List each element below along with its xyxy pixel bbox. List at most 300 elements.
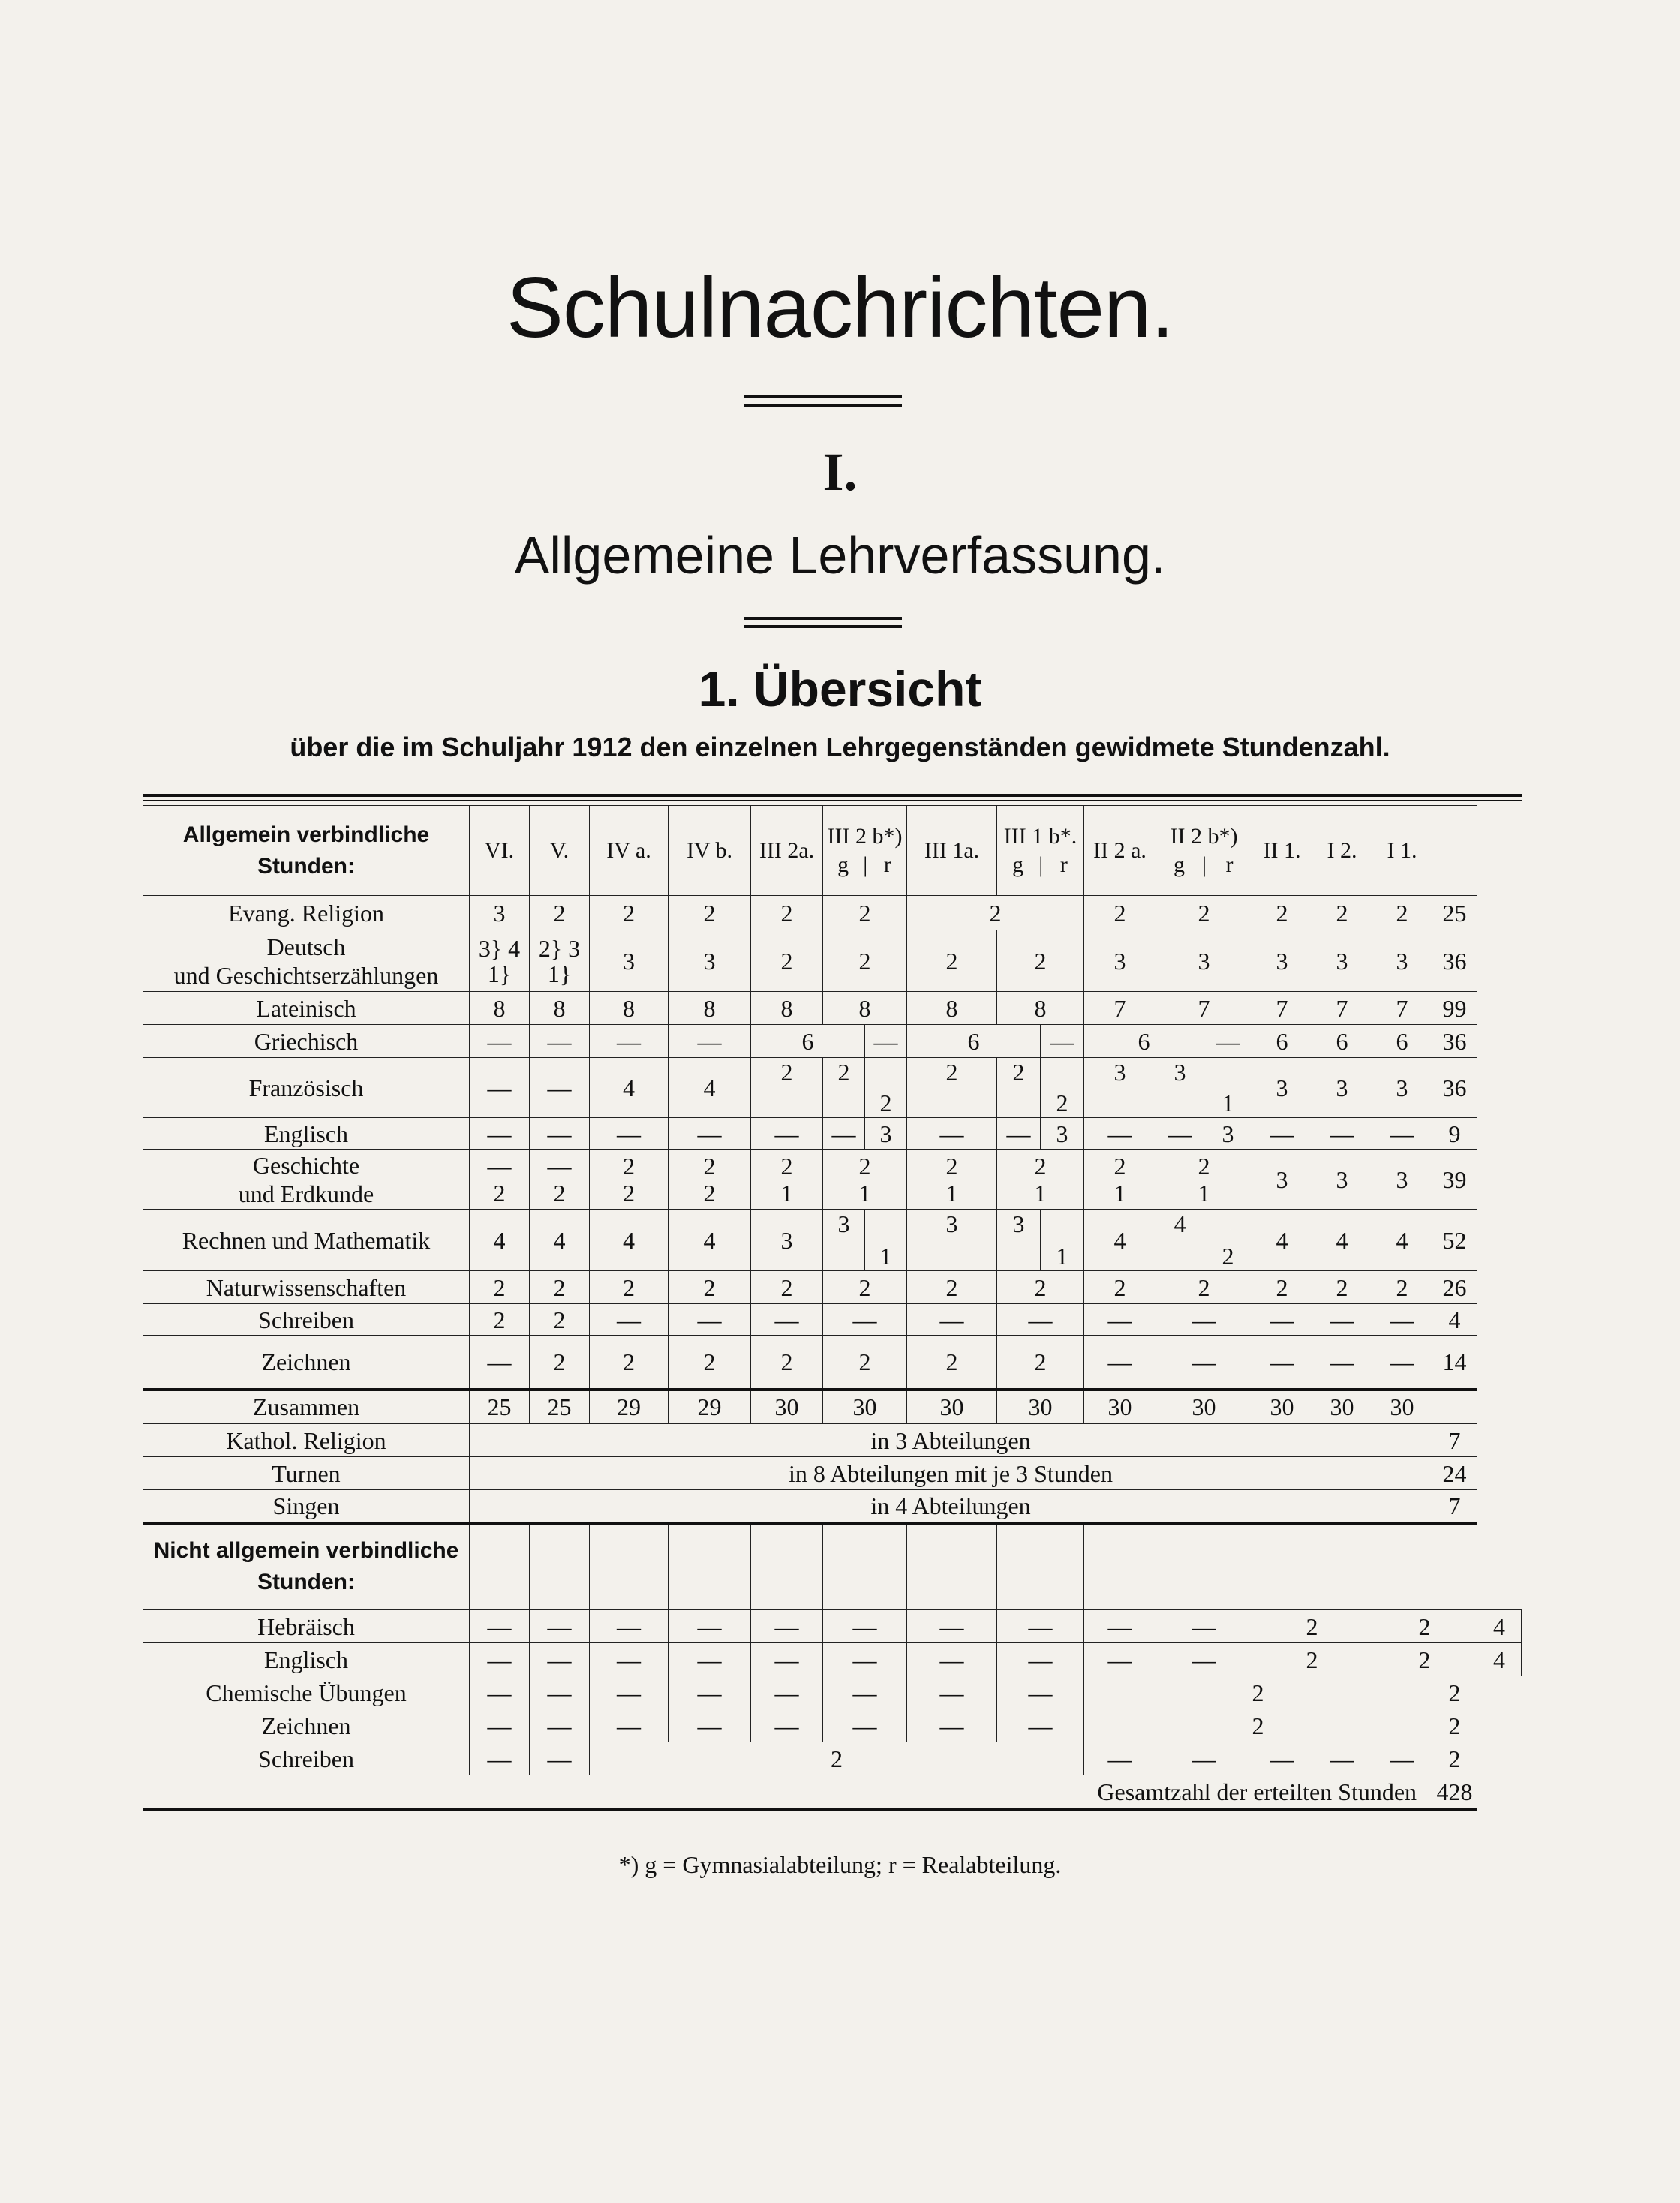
col-iii1a: III 1a. (907, 806, 997, 896)
table-row (143, 1709, 1522, 1742)
cell (823, 1150, 907, 1210)
col-iii2b-g: g (837, 852, 849, 877)
cell: 2 (530, 896, 590, 930)
cell-top: 2 (1034, 1152, 1047, 1180)
cell-dash: — (1372, 1742, 1432, 1775)
col-iii1b-label: III 1 b*. (1003, 823, 1077, 849)
cell: 29 (669, 1390, 751, 1424)
cell: 3 (470, 896, 530, 930)
row-label: Schreiben (143, 1742, 470, 1775)
cell-dash: — (997, 1709, 1084, 1742)
cell-dash: — (1372, 1336, 1432, 1390)
cell-dash: — (669, 1676, 751, 1709)
cell: 25 (530, 1390, 590, 1424)
cell-dash: — (1156, 1336, 1252, 1390)
cell-total: 36 (1432, 1058, 1477, 1118)
grand-total-label: Gesamtzahl der erteilten Stunden (143, 1775, 1432, 1810)
header-row (143, 806, 1522, 896)
col-ii2b-g: g (1173, 852, 1185, 877)
row-label (143, 930, 470, 992)
cell: 2 (907, 1336, 997, 1390)
cell: 2 (1084, 896, 1156, 930)
cell: 2 (470, 1304, 530, 1336)
cell-total: 4 (1432, 1304, 1477, 1336)
cell-total: 7 (1432, 1490, 1477, 1523)
cell: 3 (1372, 1058, 1432, 1118)
cell-dash: — (1312, 1336, 1372, 1390)
cell: 4 (470, 1210, 530, 1271)
cell-dash: — (1156, 1610, 1252, 1643)
cell: 2 (751, 1336, 823, 1390)
cell: 3 (1372, 930, 1432, 992)
col-iii1b-g: g (1012, 852, 1024, 877)
hours-table (143, 805, 1522, 1811)
cell-dash: — (470, 1643, 530, 1676)
cell-b: 1 (547, 960, 560, 987)
cell-total (1432, 1390, 1477, 1424)
cell: 3 (1312, 1058, 1372, 1118)
cell: 4 (1156, 1210, 1204, 1271)
cell-dash: — (470, 1336, 530, 1390)
cell-dash: — (907, 1709, 997, 1742)
cell: 4 (1084, 1210, 1156, 1271)
cell-dash: — (590, 1643, 669, 1676)
cell-bot: 1 (780, 1179, 793, 1207)
cell: 6 (1312, 1025, 1372, 1058)
grand-total-row (143, 1775, 1522, 1810)
col-iii2b-label: III 2 b*) (827, 823, 903, 849)
cell-top: 2 (703, 1152, 716, 1180)
cell: 2 (1372, 1610, 1477, 1643)
cell-top: 2 (623, 1152, 635, 1180)
cell: 4 (530, 1210, 590, 1271)
cell-dash: — (669, 1118, 751, 1150)
cell-dash: — (590, 1118, 669, 1150)
cell (751, 1150, 823, 1210)
cell-dash: — (1312, 1742, 1372, 1775)
cell: 2 (751, 930, 823, 992)
cell: 6 (1084, 1025, 1204, 1058)
cell-dash: — (590, 1676, 669, 1709)
cell: 4 (669, 1058, 751, 1118)
cell: 4 (590, 1058, 669, 1118)
cell-dash: — (907, 1118, 997, 1150)
cell-sum: 4 (508, 934, 521, 962)
cell-dash: — (751, 1709, 823, 1742)
cell: 3 (1312, 1150, 1372, 1210)
cell (470, 1150, 530, 1210)
row-label-line2: und Geschichtserzählungen (173, 961, 439, 989)
cell: 2 (530, 1304, 590, 1336)
cell: 30 (1312, 1390, 1372, 1424)
cell-bot: 1 (1113, 1179, 1126, 1207)
cell: 3 (1084, 1058, 1156, 1118)
table-row (143, 1150, 1522, 1210)
cell-total: 36 (1432, 930, 1477, 992)
cell-dash: — (470, 1742, 530, 1775)
cell-top: 2 (1198, 1152, 1210, 1180)
cell: 2 (1372, 1271, 1432, 1304)
row-label: Zusammen (143, 1390, 470, 1424)
cell: 3 (751, 1210, 823, 1271)
row-label: Chemische Übungen (143, 1676, 470, 1709)
cell: 2 (1156, 1271, 1252, 1304)
cell-dash: — (1084, 1742, 1156, 1775)
row-label: Englisch (143, 1643, 470, 1676)
cell: 29 (590, 1390, 669, 1424)
cell: 2 (865, 1058, 907, 1118)
cell: 2 (1084, 1676, 1432, 1709)
cell-total: 52 (1432, 1210, 1477, 1271)
cell: 8 (907, 992, 997, 1025)
cell: 8 (530, 992, 590, 1025)
row-label: Singen (143, 1490, 470, 1523)
row-label: Englisch (143, 1118, 470, 1150)
cell-bot: 1 (1198, 1179, 1210, 1207)
row-label: Evang. Religion (143, 896, 470, 930)
cell: 3 (823, 1210, 865, 1271)
table-row (143, 1210, 1522, 1271)
cell: 2 (997, 930, 1084, 992)
cell: 3 (590, 930, 669, 992)
cell-total: 14 (1432, 1336, 1477, 1390)
col-vi: VI. (470, 806, 530, 896)
cell: 2 (1204, 1210, 1252, 1271)
cell: 25 (470, 1390, 530, 1424)
cell (590, 1150, 669, 1210)
cell-dash: — (1084, 1304, 1156, 1336)
cell-bot: 1 (945, 1179, 958, 1207)
cell-dash: — (669, 1025, 751, 1058)
cell: 2 (590, 1742, 1084, 1775)
cell: 2 (997, 1271, 1084, 1304)
cell-dash: — (470, 1025, 530, 1058)
row-label-line1: Deutsch (266, 933, 346, 960)
cell: 2 (823, 896, 907, 930)
cell: 3 (865, 1118, 907, 1150)
cell: 2 (1084, 1271, 1156, 1304)
row-label: Schreiben (143, 1304, 470, 1336)
cell-dash: — (530, 1118, 590, 1150)
cell: 2 (590, 896, 669, 930)
cell-dash: — (751, 1304, 823, 1336)
cell: 3 (1372, 1150, 1432, 1210)
cell: 30 (751, 1390, 823, 1424)
table-row (143, 1424, 1522, 1457)
cell: 3 (907, 1210, 997, 1271)
section-number: I. (822, 442, 858, 502)
table-row (143, 1643, 1522, 1676)
table-row (143, 1457, 1522, 1490)
cell-b: 1 (487, 960, 500, 987)
cell: 2 (751, 896, 823, 930)
table-row (143, 1271, 1522, 1304)
cell-dash: — (530, 1058, 590, 1118)
cell-top: 2 (858, 1152, 871, 1180)
cell-dash: — (530, 1610, 590, 1643)
cell-dash: — (997, 1304, 1084, 1336)
table-row (143, 1490, 1522, 1523)
cell-sum: 3 (568, 934, 581, 962)
cell-total: 36 (1432, 1025, 1477, 1058)
cell-dash: — (997, 1643, 1084, 1676)
cell-dash: — (1252, 1304, 1312, 1336)
cell: 2 (530, 1271, 590, 1304)
cell-dash: — (823, 1118, 865, 1150)
cell: 6 (1372, 1025, 1432, 1058)
col-iva: IV a. (590, 806, 669, 896)
cell: 6 (1252, 1025, 1312, 1058)
span-cell: in 8 Abteilungen mit je 3 Stunden (470, 1457, 1432, 1490)
cell-total: 39 (1432, 1150, 1477, 1210)
cell: 8 (590, 992, 669, 1025)
cell: 3 (1252, 1058, 1312, 1118)
cell: 6 (751, 1025, 865, 1058)
col-iii1b-r: r (1059, 852, 1068, 877)
cell-dash: — (1084, 1336, 1156, 1390)
cell: 30 (1252, 1390, 1312, 1424)
cell: 4 (1252, 1210, 1312, 1271)
section-rule-top (744, 617, 902, 620)
cell-total: 26 (1432, 1271, 1477, 1304)
cell (997, 1150, 1084, 1210)
cell-total: 4 (1477, 1610, 1522, 1643)
cell-dash: — (669, 1709, 751, 1742)
cell: 8 (823, 992, 907, 1025)
section-rule-bottom (744, 625, 902, 628)
cell-bot: 2 (493, 1179, 506, 1207)
table-row (143, 896, 1522, 930)
cell: 3 (1041, 1118, 1084, 1150)
table-row (143, 1118, 1522, 1150)
cell: 8 (470, 992, 530, 1025)
cell-a: 2 (538, 934, 551, 962)
row-label: Zeichnen (143, 1336, 470, 1390)
cell: 7 (1312, 992, 1372, 1025)
cell-dash: — (530, 1709, 590, 1742)
cell-top: 2 (1113, 1152, 1126, 1180)
cell-dash: — (823, 1304, 907, 1336)
col-iii2b-r: r (883, 852, 891, 877)
cell-bot: 2 (553, 1179, 566, 1207)
cell-bot: 2 (623, 1179, 635, 1207)
cell (530, 1150, 590, 1210)
cell-total: 7 (1432, 1424, 1477, 1457)
cell-dash: — (1041, 1025, 1084, 1058)
cell-total: 24 (1432, 1457, 1477, 1490)
col-ivb: IV b. (669, 806, 751, 896)
cell-dash: — (470, 1118, 530, 1150)
cell: 2 (470, 1271, 530, 1304)
header-label: Allgemein verbindliche Stunden: (143, 806, 470, 896)
cell-dash: — (751, 1610, 823, 1643)
table-row (143, 1025, 1522, 1058)
cell-dash: — (997, 1610, 1084, 1643)
cell: 4 (669, 1210, 751, 1271)
cell: 2 (1252, 1643, 1372, 1676)
col-ii2b: II 2 b*) g | r (1156, 806, 1252, 896)
row-label (143, 1150, 470, 1210)
cell-split: 2} 3 1} (530, 930, 590, 992)
cell-dash: — (865, 1025, 907, 1058)
col-ii2b-r: r (1225, 852, 1234, 877)
cell: 3 (1252, 1150, 1312, 1210)
cell-dash: — (470, 1709, 530, 1742)
cell (669, 1150, 751, 1210)
cell-dash: — (669, 1304, 751, 1336)
cell-dash: — (530, 1742, 590, 1775)
row-label-line2: und Erdkunde (238, 1180, 374, 1207)
cell-dash: — (1156, 1742, 1252, 1775)
table-row (143, 1304, 1522, 1336)
cell: 2 (907, 1058, 997, 1118)
cell-bot: 2 (703, 1179, 716, 1207)
row-label: Griechisch (143, 1025, 470, 1058)
cell: 3 (1084, 930, 1156, 992)
table-row (143, 1742, 1522, 1775)
cell-total: 2 (1432, 1676, 1477, 1709)
cell-dash: — (997, 1118, 1041, 1150)
span-cell: in 3 Abteilungen (470, 1424, 1432, 1457)
col-iii1b: III 1 b*. g | r (997, 806, 1084, 896)
cell-dash: — (1312, 1304, 1372, 1336)
cell: 2 (823, 930, 907, 992)
cell: 2 (1252, 896, 1312, 930)
cell: 7 (1156, 992, 1252, 1025)
col-ii1: II 1. (1252, 806, 1312, 896)
cell-dash: — (1084, 1643, 1156, 1676)
cell-total: 4 (1477, 1643, 1522, 1676)
cell: 2 (1252, 1610, 1372, 1643)
cell-dash: — (470, 1610, 530, 1643)
cell: 3 (1312, 930, 1372, 992)
page-title: Schulnachrichten. (506, 260, 1174, 356)
cell-dash: — (590, 1709, 669, 1742)
cell-dash: — (1084, 1610, 1156, 1643)
cell-dash: — (751, 1118, 823, 1150)
cell: 1 (865, 1210, 907, 1271)
cell: 3 (1156, 930, 1252, 992)
cell: 30 (907, 1390, 997, 1424)
table-row (143, 992, 1522, 1025)
cell-dash: — (1156, 1118, 1204, 1150)
cell-dash: — (530, 1676, 590, 1709)
cell-dash: — (1252, 1336, 1312, 1390)
cell-dash: — (530, 1643, 590, 1676)
cell: 3 (1252, 930, 1312, 992)
table-row (143, 1610, 1522, 1643)
cell-dash: — (823, 1676, 907, 1709)
cell: 2 (1252, 1271, 1312, 1304)
cell-total: 9 (1432, 1118, 1477, 1150)
col-v: V. (530, 806, 590, 896)
cell: 2 (669, 1271, 751, 1304)
cell-dash: — (823, 1643, 907, 1676)
optional-header-label: Nicht allgemein verbindliche Stunden: (143, 1523, 470, 1610)
section-title: Allgemeine Lehrverfassung. (514, 526, 1166, 585)
cell-dash: — (1312, 1118, 1372, 1150)
table-top-rule (143, 794, 1522, 797)
cell-dash: — (1252, 1742, 1312, 1775)
col-total (1432, 806, 1477, 896)
cell: 6 (907, 1025, 1041, 1058)
cell: 4 (1312, 1210, 1372, 1271)
cell: 2 (1312, 896, 1372, 930)
title-rule-top (744, 395, 902, 398)
cell-dash: — (590, 1610, 669, 1643)
cell-dash: — (823, 1709, 907, 1742)
cell: 8 (669, 992, 751, 1025)
cell-dash: — (907, 1676, 997, 1709)
cell (1084, 1150, 1156, 1210)
cell-total: 99 (1432, 992, 1477, 1025)
cell (907, 1150, 997, 1210)
cell: 3 (997, 1210, 1041, 1271)
cell: 2 (1156, 896, 1252, 930)
cell: 30 (1372, 1390, 1432, 1424)
cell-total: 25 (1432, 896, 1477, 930)
cell: 2 (1372, 896, 1432, 930)
cell-dash: — (751, 1643, 823, 1676)
cell: 2 (669, 896, 751, 930)
cell-a: 3 (478, 934, 491, 962)
col-iii2a: III 2a. (751, 806, 823, 896)
cell-dash: — (590, 1025, 669, 1058)
cell-dash: — (669, 1643, 751, 1676)
row-label: Kathol. Religion (143, 1424, 470, 1457)
cell-dash: — (907, 1610, 997, 1643)
cell-top: — (487, 1152, 512, 1180)
cell-dash: — (1084, 1118, 1156, 1150)
cell: 2 (590, 1336, 669, 1390)
cell-top: — (547, 1152, 572, 1180)
cell: 7 (1372, 992, 1432, 1025)
cell-total: 2 (1432, 1742, 1477, 1775)
table-row (143, 1676, 1522, 1709)
cell-dash: — (590, 1304, 669, 1336)
cell: 2 (907, 1271, 997, 1304)
cell-dash: — (1204, 1025, 1252, 1058)
cell: 1 (1204, 1058, 1252, 1118)
table-row (143, 1336, 1522, 1390)
cell: 7 (1084, 992, 1156, 1025)
cell: 2 (823, 1058, 865, 1118)
cell-dash: — (823, 1610, 907, 1643)
cell-dash: — (669, 1610, 751, 1643)
cell: 1 (1041, 1210, 1084, 1271)
cell: 2 (907, 930, 997, 992)
cell: 30 (1084, 1390, 1156, 1424)
footnote: *) g = Gymnasialabteilung; r = Realabteilung. (618, 1851, 1062, 1878)
cell: 7 (1252, 992, 1312, 1025)
cell-dash: — (1372, 1118, 1432, 1150)
cell: 2 (823, 1336, 907, 1390)
table-row-zusammen (143, 1390, 1522, 1424)
cell-dash: — (751, 1676, 823, 1709)
cell-dash: — (997, 1676, 1084, 1709)
cell: 2 (1312, 1271, 1372, 1304)
cell: 30 (997, 1390, 1084, 1424)
table-top-rule-thin (143, 800, 1522, 801)
cell: 3 (1204, 1118, 1252, 1150)
cell: 30 (823, 1390, 907, 1424)
row-label: Lateinisch (143, 992, 470, 1025)
cell: 2 (590, 1271, 669, 1304)
cell-split: 3} 4 1} (470, 930, 530, 992)
cell: 3 (1156, 1058, 1204, 1118)
cell: 2 (530, 1336, 590, 1390)
cell-bot: 1 (1034, 1179, 1047, 1207)
